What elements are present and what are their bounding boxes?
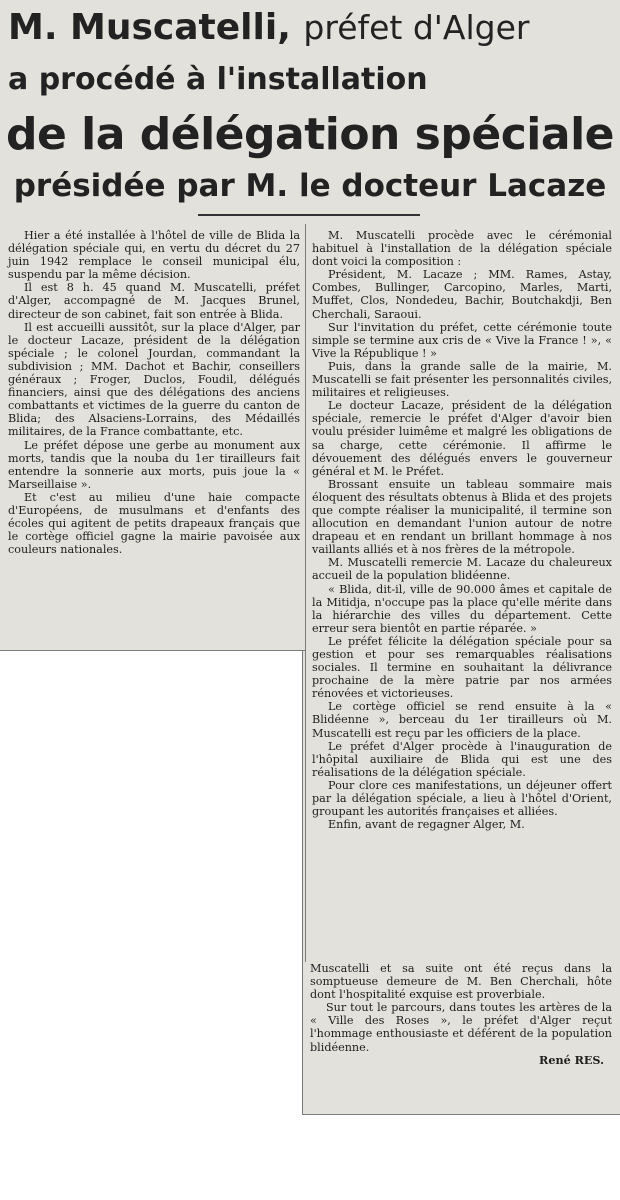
headline-line-1: M. Muscatelli, préfet d'Alger — [8, 7, 530, 48]
paragraph: M. Muscatelli procède avec le cérémonial habituel à l'installation de la délégation spéciale dont voici la composition : — [312, 229, 612, 269]
paragraph: Il est accueilli aussitôt, sur la place d'Alger, par le docteur Lacaze, président de la délégation spéciale ; le colonel Jourdan, commandant la subdivision ; MM. Dachot et Bachir, conseillers généraux ; Froger, Duclos, Foudil, délégués financiers, ainsi que des délégations des anciens combattants et victimes de la guerre du canton de Blida; des Alsaciens-Lorrains, des Médaillés militaires, de la France combattante, etc. — [8, 320, 300, 439]
paragraph: Le docteur Lacaze, président de la délégation spéciale, remercie le préfet d'Alger d'avoir bien voulu présider luimême et malgré les obligations de sa charge, cette cérémonie. Il affirme le dévouement des délégués envers le gouverneur général et M. le Préfet. — [312, 399, 612, 478]
paragraph: Le cortège officiel se rend ensuite à la « Blidéenne », berceau du 1er tirailleurs où M. Muscatelli est reçu par les officiers de la place. — [312, 700, 612, 740]
paragraph: Le préfet dépose une gerbe au monument aux morts, tandis que la nouba du 1er tirailleurs fait entendre la sonnerie aux morts, puis joue la « Marseillaise ». — [8, 438, 300, 491]
paragraph: Puis, dans la grande salle de la mairie, M. Muscatelli se fait présenter les personnalités civiles, militaires et religieuses. — [312, 359, 612, 400]
column-divider — [305, 224, 306, 962]
paragraph: « Blida, dit-il, ville de 90.000 âmes et capitale de la Mitidja, n'occupe pas la place qu'elle mérite dans la hiérarchie des villes du département. Cette erreur sera bientôt en partie réparée. » — [312, 582, 612, 635]
paragraph: M. Muscatelli remercie M. Lacaze du chaleureux accueil de la population blidéenne. — [312, 556, 612, 583]
paragraph: Le préfet d'Alger procède à l'inauguration de l'hôpital auxiliaire de Blida qui est une des réalisations de la délégation spéciale. — [312, 739, 612, 779]
paragraph: Muscatelli et sa suite ont été reçus dans la somptueuse demeure de M. Ben Cherchali, hôte dont l'hospitalité exquise est proverbiale. — [310, 962, 612, 1002]
headline-line-3: de la délégation spéciale — [6, 109, 614, 160]
article-left-column — [8, 229, 300, 556]
paragraph: Pour clore ces manifestations, un déjeuner offert par la délégation spéciale, a lieu à l'hôtel d'Orient, groupant les autorités françaises et alliées. — [312, 778, 612, 819]
author-signature: René RES. — [539, 1052, 604, 1067]
paragraph: Et c'est au milieu d'une haie compacte d'Européens, de musulmans et d'enfants des écoles qui agitent de petits drapeaux français que le cortège officiel gagne la mairie pavoisée aux couleurs nationales. — [8, 490, 300, 557]
paragraph: Le préfet félicite la délégation spéciale pour sa gestion et pour ses remarquables réalisations sociales. Il termine en souhaitant la délivrance prochaine de la mère patrie par nos armées rénovées et victorieuses. — [312, 634, 612, 701]
paragraph: Il est 8 h. 45 quand M. Muscatelli, préfet d'Alger, accompagné de M. Jacques Brunel, directeur de son cabinet, fait son entrée à Blida. — [8, 281, 300, 321]
headline-line-2: a procédé à l'installation — [8, 62, 428, 97]
paragraph: Enfin, avant de regagner Alger, M. — [328, 818, 525, 832]
paragraph: Hier a été installée à l'hôtel de ville de Blida la délégation spéciale qui, en vertu du décret du 27 juin 1942 remplace le conseil municipal élu, suspendu par la même décision. — [8, 229, 300, 282]
clip-edge-left — [0, 650, 305, 651]
paragraph: Sur l'invitation du préfet, cette cérémonie toute simple se termine aux cris de « Vive la France ! », « Vive la République ! » — [312, 320, 612, 360]
paragraph: Brossant ensuite un tableau sommaire mais éloquent des résultats obtenus à Blida et des projets que compte réaliser la municipalité, il termine son allocution en demandant l'union autour de notre drapeau et en rendant un brillant hommage à nos vaillants alliés et à nos frères de la métropole. — [312, 477, 612, 557]
article-right-column — [312, 229, 612, 831]
article-continuation — [310, 962, 612, 1067]
paragraph: Président, M. Lacaze ; MM. Rames, Astay, Combes, Bullinger, Carcopino, Marles, Marti, Muffet, Clos, Nondedeu, Bachir, Boutchakdji, Ben Cherchali, Saraoui. — [312, 268, 612, 321]
headline-line-4: présidée par M. le docteur Lacaze — [13, 168, 607, 204]
clip-edge-bottom — [302, 1114, 620, 1115]
clip-edge-vertical — [302, 650, 303, 1114]
paragraph: Sur tout le parcours, dans toutes les artères de la « Ville des Roses », le préfet d'Alger reçut l'hommage enthousiaste et déférent de la population blidéenne. — [310, 1001, 612, 1054]
headline-rule — [198, 214, 420, 216]
